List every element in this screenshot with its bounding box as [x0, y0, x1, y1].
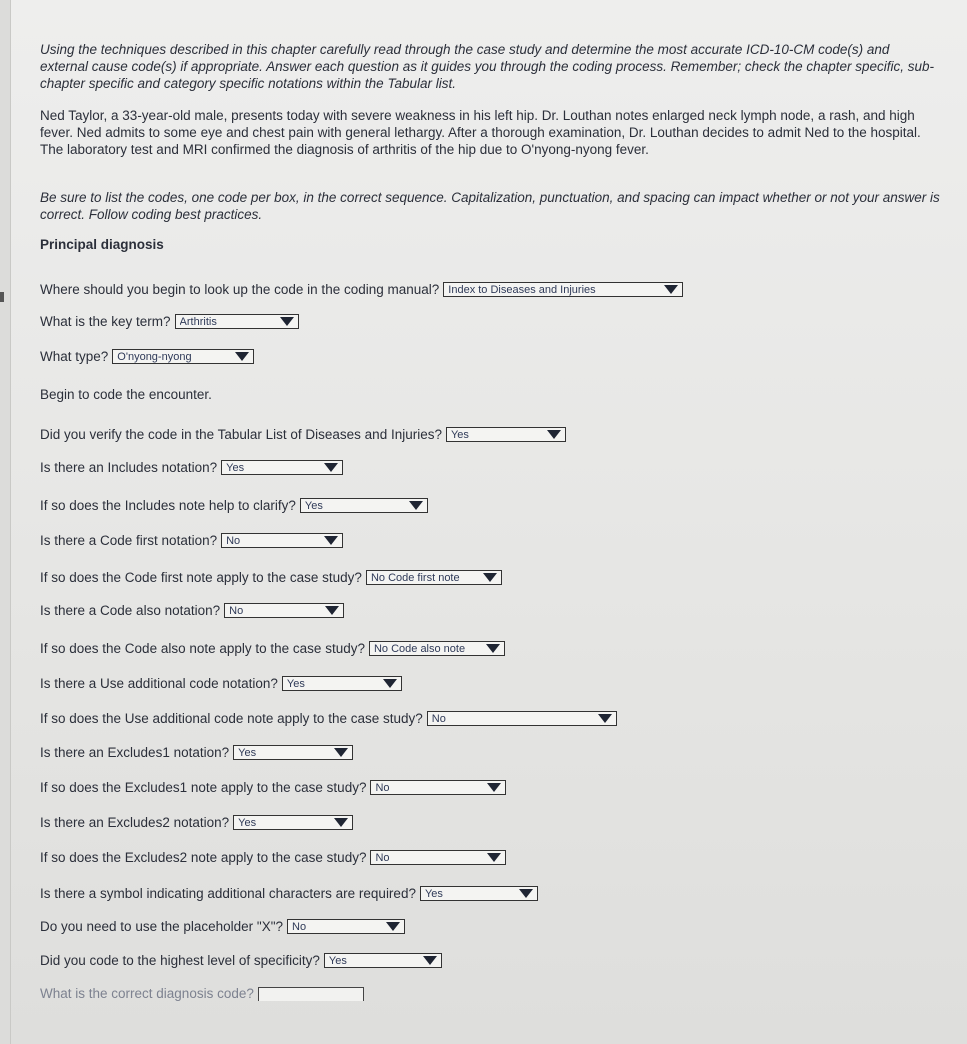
question-code-also-apply	[40, 641, 505, 656]
begin-coding-text: Begin to code the encounter.	[40, 387, 212, 402]
question-excludes1-apply	[40, 780, 506, 795]
question-use-additional	[40, 676, 402, 691]
question-includes-clarify	[40, 498, 428, 513]
question-label: What is the key term?	[40, 314, 171, 329]
chevron-down-icon	[598, 714, 612, 723]
question-label: If so does the Excludes1 note apply to the case study?	[40, 780, 367, 795]
question-label: Is there an Excludes2 notation?	[40, 815, 230, 830]
case-study-text: Ned Taylor, a 33-year-old male, presents today with severe weakness in his left hip. Dr. Louthan notes enlarged neck lymph node, a rash, and high fever. Ned admits to some eye and chest pain with general lethargy. After a thorough examination, Dr. Louthan decides to admit Ned to the hospital. The laboratory test and MRI confirmed the diagnosis of arthritis of the hip due to O'nyong-nyong fever.	[40, 108, 921, 157]
placeholder-x-dropdown[interactable]: No	[287, 919, 405, 934]
code-first-apply-dropdown[interactable]: No Code first note	[366, 570, 502, 585]
question-verify-tabular	[40, 427, 566, 442]
type-dropdown[interactable]: O'nyong-nyong	[112, 349, 254, 364]
use-additional-apply-dropdown[interactable]: No	[427, 711, 617, 726]
chevron-down-icon	[487, 853, 501, 862]
question-highest-specificity	[40, 953, 442, 968]
excludes2-apply-dropdown[interactable]: No	[370, 850, 506, 865]
instructions-text: Using the techniques described in this chapter carefully read through the case study and determine the most accurate ICD-10-CM code(s) and external cause code(s) if appropriate. Answer each question as it guides you through the coding process. Remember; check the chapter specific, sub-chapter specific and category specific notations within the Tabular list.	[40, 42, 934, 91]
chevron-down-icon	[235, 352, 249, 361]
question-label: Is there a Code first notation?	[40, 533, 218, 548]
chevron-down-icon	[325, 606, 339, 615]
key-term-dropdown[interactable]: Arthritis	[175, 314, 299, 329]
chevron-down-icon	[383, 679, 397, 688]
verify-tabular-dropdown[interactable]: Yes	[446, 427, 566, 442]
chevron-down-icon	[324, 463, 338, 472]
chevron-down-icon	[324, 536, 338, 545]
question-label: Is there a symbol indicating additional characters are required?	[40, 886, 416, 901]
code-first-dropdown[interactable]: No	[221, 533, 343, 548]
question-code-also	[40, 603, 344, 618]
additional-characters-dropdown[interactable]: Yes	[420, 886, 538, 901]
question-label: If so does the Includes note help to clarify?	[40, 498, 296, 513]
question-label: Is there an Excludes1 notation?	[40, 745, 230, 760]
chevron-down-icon	[519, 889, 533, 898]
chevron-down-icon	[486, 644, 500, 653]
chevron-down-icon	[409, 501, 423, 510]
question-label: Is there an Includes notation?	[40, 460, 218, 475]
chevron-down-icon	[664, 285, 678, 294]
question-label: Did you code to the highest level of specificity?	[40, 953, 320, 968]
excludes2-dropdown[interactable]: Yes	[233, 815, 353, 830]
question-label: If so does the Use additional code note apply to the case study?	[40, 711, 423, 726]
section-heading: Principal diagnosis	[40, 237, 164, 252]
chevron-down-icon	[334, 818, 348, 827]
question-excludes1	[40, 745, 353, 760]
excludes1-apply-dropdown[interactable]: No	[370, 780, 506, 795]
chevron-down-icon	[423, 956, 437, 965]
question-label: What is the correct diagnosis code?	[40, 986, 254, 1001]
highest-specificity-dropdown[interactable]: Yes	[324, 953, 442, 968]
question-label: Did you verify the code in the Tabular List of Diseases and Injuries?	[40, 427, 442, 442]
question-code-first-apply	[40, 570, 502, 585]
question-label: Where should you begin to look up the code in the coding manual?	[40, 282, 440, 297]
question-label: Is there a Use additional code notation?	[40, 676, 278, 691]
lookup-location-dropdown[interactable]: Index to Diseases and Injuries	[443, 282, 683, 297]
question-type	[40, 349, 254, 364]
question-placeholder-x	[40, 919, 405, 934]
question-label: Is there a Code also notation?	[40, 603, 221, 618]
use-additional-dropdown[interactable]: Yes	[282, 676, 402, 691]
code-also-apply-dropdown[interactable]: No Code also note	[369, 641, 505, 656]
question-diagnosis-code	[40, 986, 364, 1001]
question-label: What type?	[40, 349, 109, 364]
question-excludes2-apply	[40, 850, 506, 865]
question-code-first	[40, 533, 343, 548]
question-key-term	[40, 314, 299, 329]
question-label: If so does the Excludes2 note apply to the case study?	[40, 850, 367, 865]
coding-note-text: Be sure to list the codes, one code per box, in the correct sequence. Capitalization, punctuation, and spacing can impact whether or not your answer is correct. Follow coding best practices.	[40, 190, 940, 222]
question-use-additional-apply	[40, 711, 617, 726]
scroll-marker	[0, 292, 4, 302]
chevron-down-icon	[487, 783, 501, 792]
chevron-down-icon	[483, 573, 497, 582]
question-additional-characters	[40, 886, 538, 901]
code-also-dropdown[interactable]: No	[224, 603, 344, 618]
chevron-down-icon	[280, 317, 294, 326]
question-includes	[40, 460, 343, 475]
chevron-down-icon	[386, 922, 400, 931]
window-left-edge	[0, 0, 11, 1044]
question-label: If so does the Code also note apply to the case study?	[40, 641, 365, 656]
chevron-down-icon	[547, 430, 561, 439]
includes-clarify-dropdown[interactable]: Yes	[300, 498, 428, 513]
includes-dropdown[interactable]: Yes	[221, 460, 343, 475]
question-excludes2	[40, 815, 353, 830]
diagnosis-code-input[interactable]	[258, 987, 364, 1001]
chevron-down-icon	[334, 748, 348, 757]
excludes1-dropdown[interactable]: Yes	[233, 745, 353, 760]
question-label: Do you need to use the placeholder "X"?	[40, 919, 283, 934]
question-lookup-location	[40, 282, 683, 297]
question-label: If so does the Code first note apply to the case study?	[40, 570, 362, 585]
